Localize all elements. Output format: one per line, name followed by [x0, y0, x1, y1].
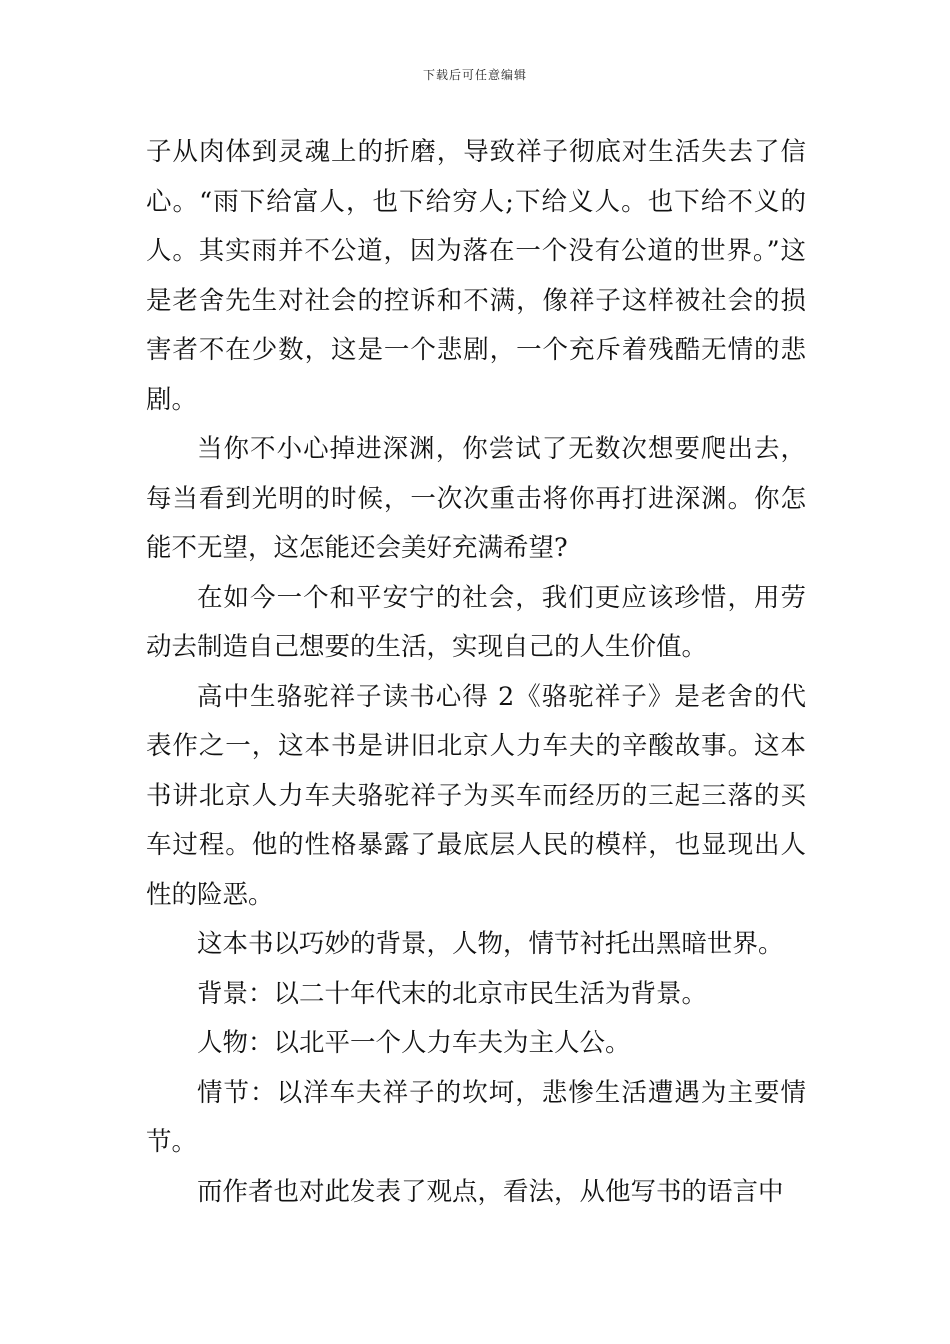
paragraph-4: 高中生骆驼祥子读书心得 2《骆驼祥子》是老舍的代表作之一，这本书是讲旧北京人力车夫的辛酸故事。这本书讲北京人力车夫骆驼祥子为买车而经历的三起三落的买车过程。他的性格暴露了最底层人民的模样，也显现出人性的险恶。 — [146, 681, 806, 910]
paragraph-5: 这本书以巧妙的背景，人物，情节衬托出黑暗世界。 — [197, 929, 784, 959]
paragraph-8: 情节：以洋车夫祥子的坎坷，悲惨生活遭遇为主要情节。 — [146, 1077, 806, 1157]
page-header: 下载后可任意编辑 — [422, 68, 527, 82]
paragraph-3: 在如今一个和平安宁的社会，我们更应该珍惜，用劳动去制造自己想要的生活，实现自己的人生价值。 — [146, 582, 806, 662]
paragraph-1: 子从肉体到灵魂上的折磨，导致祥子彻底对生活失去了信心。“雨下给富人，也下给穷人;下给义人。也下给不义的人。其实雨并不公道，因为落在一个没有公道的世界。”这是老舍先生对社会的控诉和不满，像祥子这样被社会的损害者不在少数，这是一个悲剧，一个充斥着残酷无情的悲剧。 — [146, 137, 806, 415]
paragraph-7: 人物：以北平一个人力车夫为主人公。 — [197, 1028, 631, 1058]
document-body — [146, 128, 806, 1217]
paragraph-2: 当你不小心掉进深渊，你尝试了无数次想要爬出去，每当看到光明的时候，一次次重击将你再打进深渊。你怎能不无望，这怎能还会美好充满希望? — [146, 434, 806, 563]
paragraph-6: 背景：以二十年代末的北京市民生活为背景。 — [197, 978, 708, 1009]
paragraph-9: 而作者也对此发表了观点，看法，从他写书的语言中 — [197, 1176, 784, 1207]
